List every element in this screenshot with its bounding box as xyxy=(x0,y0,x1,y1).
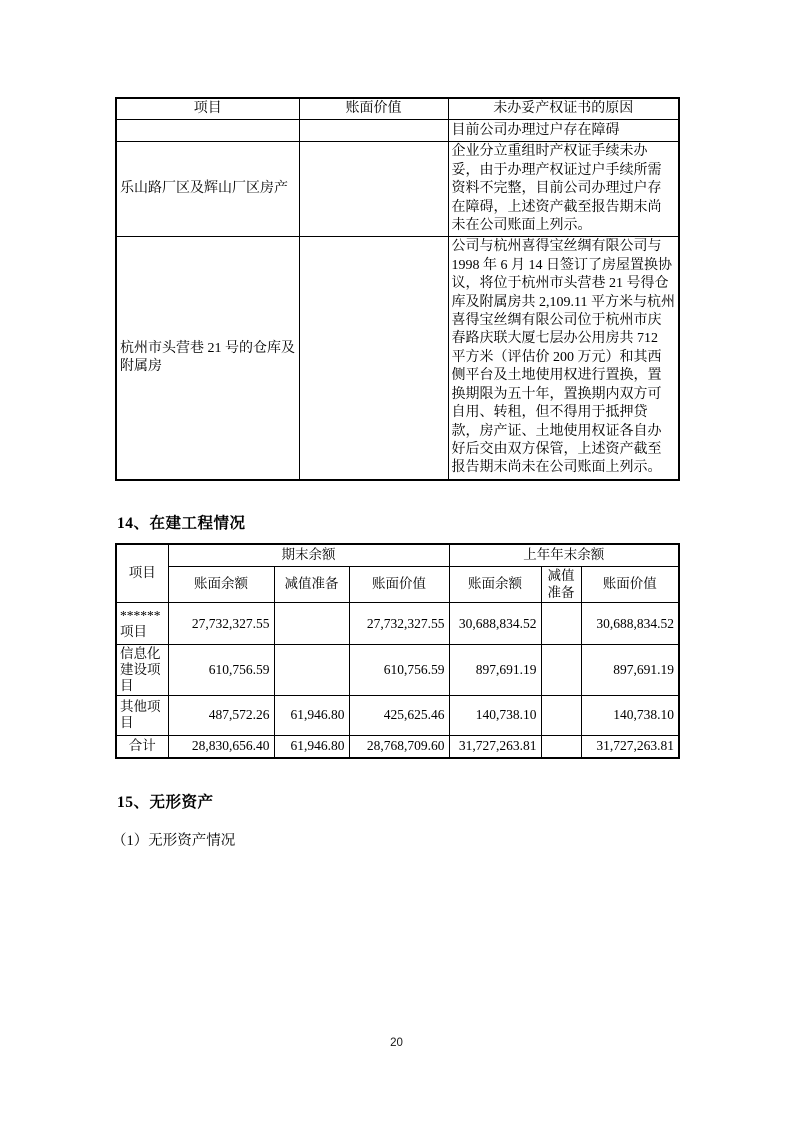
table-cell: 140,738.10 xyxy=(449,695,541,735)
table-cell: 目前公司办理过户存在障碍 xyxy=(448,120,679,142)
table-group-header-row xyxy=(116,544,679,567)
table-row xyxy=(116,695,679,735)
table-cell xyxy=(274,645,349,695)
table-cell xyxy=(541,603,581,645)
table-cell: 140,738.10 xyxy=(581,695,679,735)
table-cell: 31,727,263.81 xyxy=(449,735,541,758)
table-cell: 31,727,263.81 xyxy=(581,735,679,758)
section-title-intangible-assets: 15、无形资产 xyxy=(117,794,214,812)
property-certificate-table xyxy=(115,97,680,481)
column-header-item: 项目 xyxy=(116,98,299,120)
table-cell: 897,691.19 xyxy=(449,645,541,695)
table-cell: 30,688,834.52 xyxy=(449,603,541,645)
column-header-impairment: 减值准备 xyxy=(274,567,349,603)
column-header-impairment: 减值准备 xyxy=(541,567,581,603)
table-cell xyxy=(299,237,448,480)
table-cell: 乐山路厂区及辉山厂区房产 xyxy=(116,142,299,237)
table-header-row xyxy=(116,98,679,120)
table-cell: 信息化建设项目 xyxy=(116,645,168,695)
table-row xyxy=(116,645,679,695)
table-cell: 合计 xyxy=(116,735,168,758)
table-row xyxy=(116,237,679,480)
table-cell: 425,625.46 xyxy=(349,695,449,735)
table-cell: 897,691.19 xyxy=(581,645,679,695)
table-cell: 27,732,327.55 xyxy=(168,603,274,645)
table-cell: 公司与杭州喜得宝丝绸有限公司与 1998 年 6 月 14 日签订了房屋置换协议，将位于杭州市头营巷 21 号得仓库及附属房共 2,109.11 平方米与杭州喜得宝丝绸有限公司位于杭州市庆春路庆联大厦七层办公用房共 712 平方米（评估价 200 万元）和其西侧平台及土地使用权进行置换，置换期限为五十年，置换期内双方可自用、转租，但不得用于抵押贷款，房产证、土地使用权证各自办好后交由双方保管，上述资产截至报告期末尚未在公司账面上列示。 xyxy=(448,237,679,480)
table-cell: 28,830,656.40 xyxy=(168,735,274,758)
table-cell: 61,946.80 xyxy=(274,695,349,735)
table-cell: 61,946.80 xyxy=(274,735,349,758)
table-row xyxy=(116,142,679,237)
column-header-book-balance: 账面余额 xyxy=(168,567,274,603)
page-number: 20 xyxy=(390,1037,403,1049)
table-cell: ******项目 xyxy=(116,603,168,645)
group-header-prior-year-end: 上年年末余额 xyxy=(449,544,679,567)
table-cell xyxy=(274,603,349,645)
table-subheader-row xyxy=(116,567,679,603)
table-cell: 610,756.59 xyxy=(168,645,274,695)
column-header-book-balance: 账面余额 xyxy=(449,567,541,603)
intangible-assets-subtitle: （1）无形资产情况 xyxy=(112,833,236,850)
construction-in-progress-table xyxy=(115,543,680,759)
column-header-item: 项目 xyxy=(116,544,168,603)
table-row xyxy=(116,120,679,142)
table-cell xyxy=(541,735,581,758)
table-cell: 其他项目 xyxy=(116,695,168,735)
page-content xyxy=(112,97,678,850)
table-cell xyxy=(299,120,448,142)
table-total-row xyxy=(116,735,679,758)
table-cell: 企业分立重组时产权证手续未办妥，由于办理产权证过户手续所需资料不完整，目前公司办理过户存在障碍，上述资产截至报告期末尚未在公司账面上列示。 xyxy=(448,142,679,237)
table-cell: 杭州市头营巷 21 号的仓库及附属房 xyxy=(116,237,299,480)
column-header-book-value: 账面价值 xyxy=(349,567,449,603)
table-cell xyxy=(299,142,448,237)
column-header-book-value: 账面价值 xyxy=(581,567,679,603)
table-cell: 28,768,709.60 xyxy=(349,735,449,758)
section-title-construction-in-progress: 14、在建工程情况 xyxy=(117,514,246,532)
table-cell: 610,756.59 xyxy=(349,645,449,695)
table-cell xyxy=(116,120,299,142)
table-cell xyxy=(541,695,581,735)
table-row xyxy=(116,603,679,645)
group-header-period-end: 期末余额 xyxy=(168,544,449,567)
table-cell: 27,732,327.55 xyxy=(349,603,449,645)
column-header-book-value: 账面价值 xyxy=(299,98,448,120)
table-cell: 487,572.26 xyxy=(168,695,274,735)
table-cell: 30,688,834.52 xyxy=(581,603,679,645)
column-header-reason: 未办妥产权证书的原因 xyxy=(448,98,679,120)
table-cell xyxy=(541,645,581,695)
